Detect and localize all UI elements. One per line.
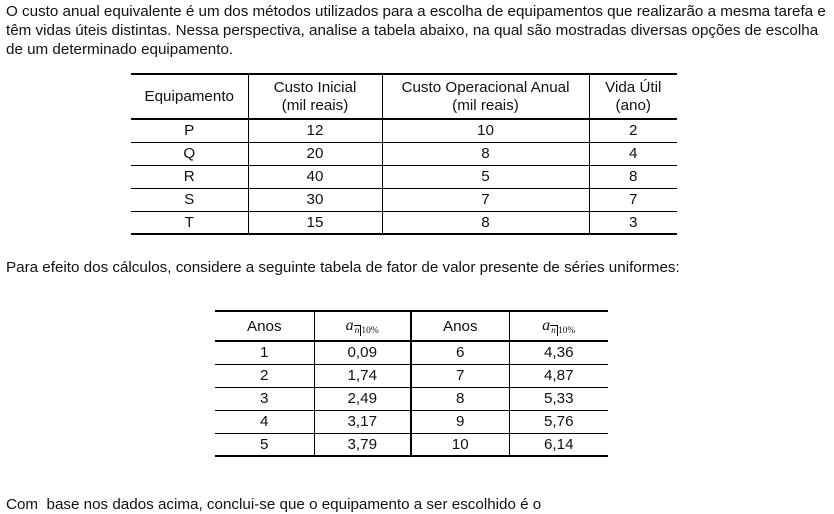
cell-anos-right: 6 (411, 341, 509, 364)
cell-equipamento: S (131, 188, 248, 211)
factor-row (215, 410, 608, 433)
cell-vida-util: 7 (589, 188, 677, 211)
header-custo-inicial-label: Custo Inicial (273, 78, 357, 96)
cell-factor-left: 3,79 (314, 433, 411, 456)
cell-anos-right: 10 (411, 433, 509, 456)
cell-equipamento: R (131, 165, 248, 188)
cell-vida-util: 2 (589, 119, 677, 142)
cell-custo-inicial: 20 (248, 142, 382, 165)
equipment-table-header-row (131, 74, 677, 119)
cell-vida-util: 3 (589, 211, 677, 234)
header-custo-inicial (248, 74, 382, 119)
cell-anos-left: 2 (215, 364, 314, 387)
cell-custo-operacional: 5 (382, 165, 589, 188)
cell-custo-inicial: 12 (248, 119, 382, 142)
cell-vida-util: 4 (589, 142, 677, 165)
equipment-table (131, 73, 677, 235)
factor-row (215, 387, 608, 410)
cell-factor-left: 2,49 (314, 387, 411, 410)
cell-equipamento: T (131, 211, 248, 234)
equipment-row (131, 188, 677, 211)
cell-anos-right: 7 (411, 364, 509, 387)
cell-factor-right: 4,87 (509, 364, 608, 387)
equipment-row (131, 165, 677, 188)
annuity-factor-symbol: an 10% (345, 317, 379, 336)
factor-row (215, 341, 608, 364)
header-vida-util-unit: (ano) (615, 96, 651, 114)
cell-factor-right: 5,76 (509, 410, 608, 433)
header-equipamento: Equipamento (131, 74, 248, 119)
cell-custo-operacional: 7 (382, 188, 589, 211)
cell-vida-util: 8 (589, 165, 677, 188)
cell-equipamento: Q (131, 142, 248, 165)
header-custo-operacional-label: Custo Operacional Anual (401, 78, 570, 96)
cell-factor-right: 5,33 (509, 387, 608, 410)
cell-custo-operacional: 8 (382, 142, 589, 165)
header-custo-operacional (382, 74, 589, 119)
cell-custo-operacional: 8 (382, 211, 589, 234)
cell-custo-inicial: 15 (248, 211, 382, 234)
cell-custo-operacional: 10 (382, 119, 589, 142)
cell-custo-inicial: 30 (248, 188, 382, 211)
annuity-factor-symbol: an 10% (542, 317, 576, 336)
cell-factor-left: 0,09 (314, 341, 411, 364)
cell-factor-right: 4,36 (509, 341, 608, 364)
conclusion-paragraph: Com base nos dados acima, conclui-se que o equipamento a ser escolhido é o (6, 496, 542, 513)
equipment-row (131, 119, 677, 142)
header-factor-right (509, 311, 608, 341)
cell-anos-left: 3 (215, 387, 314, 410)
header-custo-operacional-unit: (mil reais) (452, 96, 519, 114)
cell-custo-inicial: 40 (248, 165, 382, 188)
cell-anos-left: 5 (215, 433, 314, 456)
factor-row (215, 433, 608, 456)
equipment-row (131, 142, 677, 165)
cell-anos-left: 4 (215, 410, 314, 433)
header-factor-left (314, 311, 411, 341)
cell-anos-right: 8 (411, 387, 509, 410)
cell-anos-left: 1 (260, 344, 269, 362)
present-value-factor-table (215, 310, 608, 457)
header-anos-left: Anos (215, 311, 314, 341)
intro-paragraph: O custo anual equivalente é um dos métodos utilizados para a escolha de equipamentos que realizarão a mesma tarefa e têm vidas úteis distintas. Nessa perspectiva, analise a tabela abaixo, na qual são mostradas diversas opções de escolha de um determinado equipamento. (6, 3, 826, 58)
equipment-row (131, 211, 677, 234)
factor-intro-paragraph: Para efeito dos cálculos, considere a seguinte tabela de fator de valor presente de séries uniformes: (6, 259, 680, 276)
header-anos-right: Anos (411, 311, 509, 341)
header-vida-util-label: Vida Útil (605, 78, 662, 96)
cell-anos-right: 9 (411, 410, 509, 433)
header-vida-util (589, 74, 677, 119)
cell-factor-left: 3,17 (314, 410, 411, 433)
header-custo-inicial-unit: (mil reais) (281, 96, 349, 114)
cell-equipamento: P (184, 122, 195, 140)
factor-table-header-row (215, 311, 608, 341)
cell-factor-left: 1,74 (314, 364, 411, 387)
cell-factor-right: 6,14 (509, 433, 608, 456)
factor-row (215, 364, 608, 387)
